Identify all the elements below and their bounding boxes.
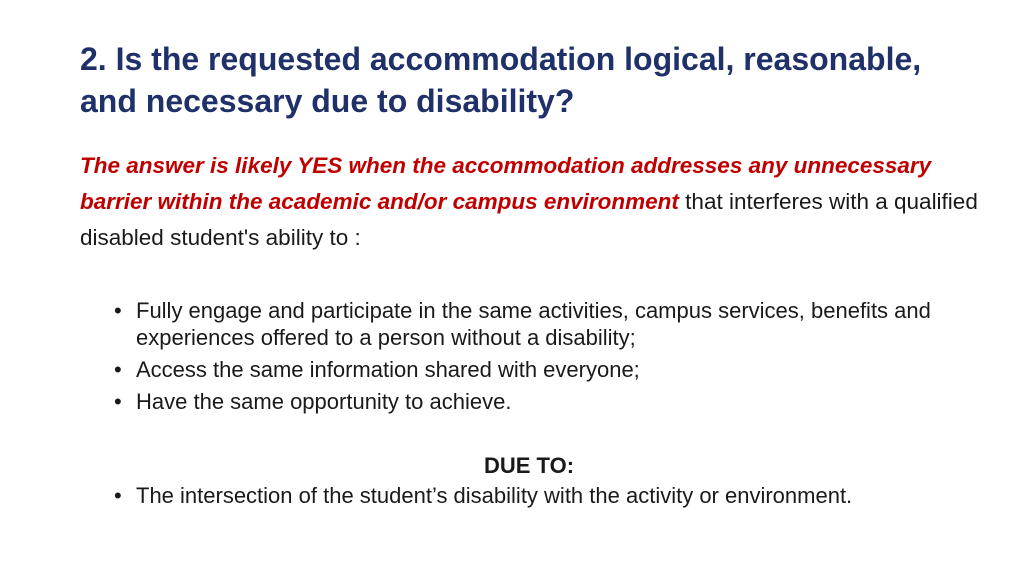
bullet-icon: • — [114, 389, 122, 414]
list-item-text: Have the same opportunity to achieve. — [136, 389, 512, 414]
slide-title: 2. Is the requested accommodation logical, reasonable, and necessary due to disability? — [80, 41, 922, 119]
ability-bullet-list — [114, 297, 934, 420]
list-item-text: Access the same information shared with everyone; — [136, 357, 640, 382]
list-item-text: The intersection of the student’s disability with the activity or environment. — [136, 483, 853, 508]
intro-paragraph — [80, 148, 980, 256]
intro-plain-text: that interferes with a qualified disabled student's ability to : — [80, 189, 978, 250]
list-item — [114, 482, 934, 509]
intro-emphasis-text: The answer is likely YES when the accommodation addresses any unnecessary barrier within the academic and/or campus environment — [80, 153, 932, 214]
bullet-icon: • — [114, 298, 122, 323]
due-to-heading: DUE TO: — [484, 453, 575, 478]
due-to-bullet-list — [114, 482, 934, 514]
list-item-text: Fully engage and participate in the same activities, campus services, benefits and experiences offered to a person without a disability; — [136, 298, 931, 350]
bullet-icon: • — [114, 357, 122, 382]
list-item — [114, 388, 934, 415]
bullet-icon: • — [114, 483, 122, 508]
list-item — [114, 297, 934, 351]
list-item — [114, 356, 934, 383]
